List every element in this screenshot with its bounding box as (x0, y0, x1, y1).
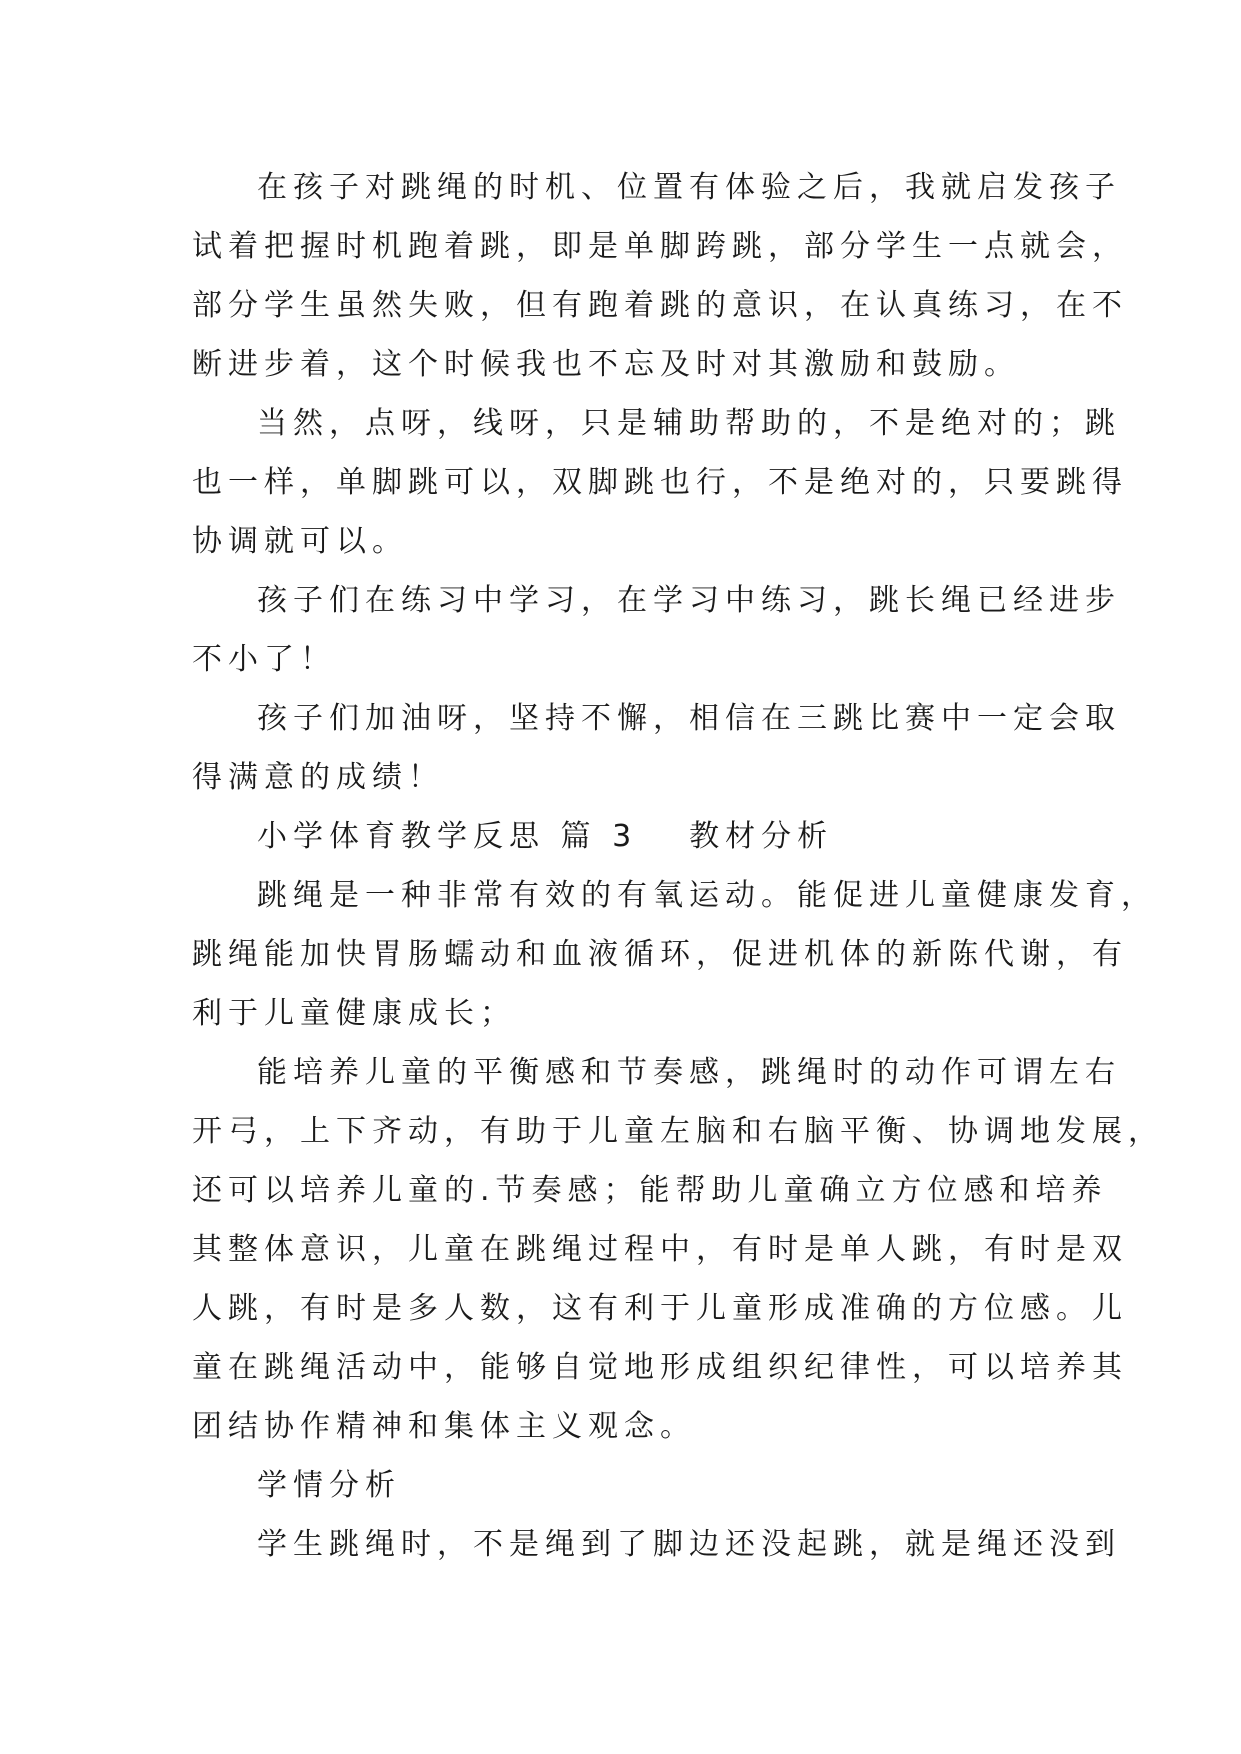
paragraph-line: 试着把握时机跑着跳，即是单脚跨跳，部分学生一点就会， (192, 229, 1128, 264)
paragraph-line: 学生跳绳时，不是绳到了脚边还没起跳，就是绳还没到 (257, 1527, 1121, 1562)
paragraph-line: 开弓，上下齐动，有助于儿童左脑和右脑平衡、协调地发展， (192, 1114, 1164, 1149)
subsection-title: 学情分析 (257, 1468, 401, 1503)
paragraph-line: 利于儿童健康成长； (192, 996, 516, 1031)
paragraph-line: 跳绳是一种非常有效的有氧运动。能促进儿童健康发育， (257, 878, 1157, 913)
paragraph-line: 童在跳绳活动中，能够自觉地形成组织纪律性，可以培养其 (192, 1350, 1128, 1385)
paragraph-line: 其整体意识，儿童在跳绳过程中，有时是单人跳，有时是双 (192, 1232, 1128, 1267)
section-heading (257, 817, 833, 857)
paragraph-line: 孩子们加油呀，坚持不懈，相信在三跳比赛中一定会取 (257, 701, 1121, 736)
paragraph-line: 不小了！ (192, 642, 336, 677)
paragraph-line: 当然，点呀，线呀，只是辅助帮助的，不是绝对的；跳 (257, 406, 1121, 441)
paragraph-line: 在孩子对跳绳的时机、位置有体验之后，我就启发孩子 (257, 170, 1121, 205)
section-title: 小学体育教学反思 篇 3 (257, 819, 638, 854)
paragraph-line: 协调就可以。 (192, 524, 408, 559)
paragraph-line: 人跳，有时是多人数，这有利于儿童形成准确的方位感。儿 (192, 1291, 1128, 1326)
paragraph-line: 孩子们在练习中学习，在学习中练习，跳长绳已经进步 (257, 583, 1121, 618)
paragraph-line: 还可以培养儿童的.节奏感；能帮助儿童确立方位感和培养 (192, 1173, 1108, 1208)
paragraph-line: 能培养儿童的平衡感和节奏感，跳绳时的动作可谓左右 (257, 1055, 1121, 1090)
paragraph-line: 团结协作精神和集体主义观念。 (192, 1409, 696, 1444)
paragraph-line: 也一样，单脚跳可以，双脚跳也行，不是绝对的，只要跳得 (192, 465, 1128, 500)
paragraph-line: 得满意的成绩！ (192, 760, 444, 795)
subsection-title: 教材分析 (689, 819, 834, 854)
paragraph-line: 部分学生虽然失败，但有跑着跳的意识，在认真练习，在不 (192, 288, 1128, 323)
paragraph-line: 断进步着，这个时候我也不忘及时对其激励和鼓励。 (192, 347, 1020, 382)
paragraph-line: 跳绳能加快胃肠蠕动和血液循环，促进机体的新陈代谢，有 (192, 937, 1128, 972)
